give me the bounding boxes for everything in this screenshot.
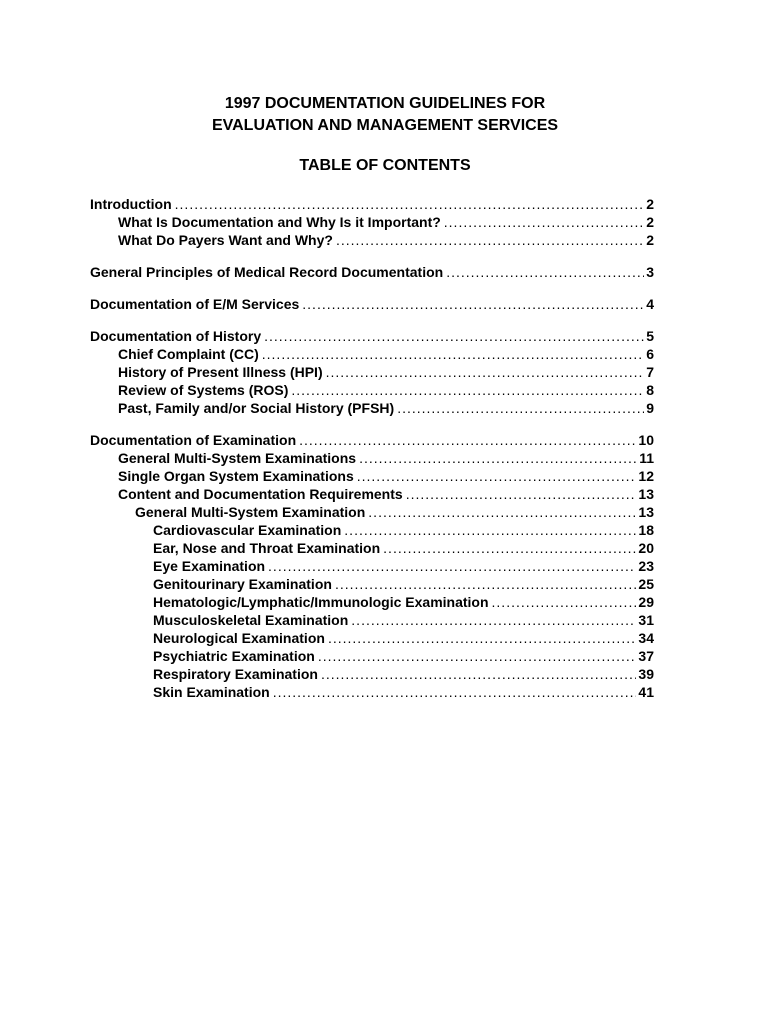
leader-dots — [368, 503, 636, 521]
leader-dots — [383, 539, 636, 557]
leader-dots — [406, 485, 637, 503]
toc-entry-page: 8 — [646, 382, 654, 398]
toc-entry-page: 9 — [646, 400, 654, 416]
toc-entry-content-documentation-requirements — [90, 485, 654, 503]
toc-entry-label: Past, Family and/or Social History (PFSH) — [118, 400, 395, 416]
leader-dots — [397, 399, 644, 417]
toc-entry-label: History of Present Illness (HPI) — [118, 364, 323, 380]
toc-entry-label: General Multi-System Examination — [135, 504, 366, 520]
toc-entry-hematologic — [90, 593, 654, 611]
toc-entry-general-multi-system-examination — [90, 503, 654, 521]
toc-entry-label: What Do Payers Want and Why? — [118, 232, 333, 248]
leader-dots — [268, 557, 636, 575]
toc-entry-label: Hematologic/Lymphatic/Immunologic Examination — [153, 594, 489, 610]
leader-dots — [299, 431, 636, 449]
toc-entry-page: 4 — [646, 296, 654, 312]
toc-entry-label: Skin Examination — [153, 684, 270, 700]
leader-dots — [336, 231, 644, 249]
toc-entry-page: 12 — [638, 468, 654, 484]
leader-dots — [446, 263, 644, 281]
leader-dots — [291, 381, 644, 399]
document-title-line-2: EVALUATION AND MANAGEMENT SERVICES — [211, 117, 559, 134]
toc-entry-page: 31 — [638, 612, 654, 628]
toc-entry-page: 10 — [638, 432, 654, 448]
toc-entry-label: Single Organ System Examinations — [118, 468, 354, 484]
leader-dots — [335, 575, 636, 593]
toc-entry-musculoskeletal — [90, 611, 654, 629]
leader-dots — [175, 195, 645, 213]
toc-entry-page: 5 — [646, 328, 654, 344]
toc-entry-introduction — [90, 195, 654, 213]
toc-entry-ros — [90, 381, 654, 399]
document-title-line-1: 1997 DOCUMENTATION GUIDELINES FOR — [224, 95, 546, 112]
leader-dots — [328, 629, 636, 647]
toc-entry-cardiovascular — [90, 521, 654, 539]
toc-entry-page: 13 — [638, 486, 654, 502]
toc-entry-label: Genitourinary Examination — [153, 576, 332, 592]
toc-entry-label: Introduction — [90, 196, 172, 212]
toc-entry-page: 37 — [638, 648, 654, 664]
toc-heading: TABLE OF CONTENTS — [299, 157, 471, 174]
toc-entry-label: Psychiatric Examination — [153, 648, 315, 664]
toc-entry-label: Review of Systems (ROS) — [118, 382, 289, 398]
toc-entry-documentation-history — [90, 327, 654, 345]
toc-entry-label: Chief Complaint (CC) — [118, 346, 259, 362]
toc-entry-what-is-documentation — [90, 213, 654, 231]
toc-entry-page: 20 — [638, 540, 654, 556]
toc-entry-page: 2 — [646, 232, 654, 248]
toc-entry-label: Eye Examination — [153, 558, 266, 574]
toc-entry-label: Ear, Nose and Throat Examination — [153, 540, 381, 556]
toc-entry-general-principles — [90, 263, 654, 281]
toc-entry-label: Musculoskeletal Examination — [153, 612, 349, 628]
toc-entry-label: General Principles of Medical Record Documentation — [90, 264, 444, 280]
leader-dots — [262, 345, 644, 363]
toc-entry-documentation-em-services — [90, 295, 654, 313]
leader-dots — [326, 363, 645, 381]
toc-entry-page: 6 — [646, 346, 654, 362]
toc-entry-label: Documentation of Examination — [90, 432, 297, 448]
toc-entry-genitourinary — [90, 575, 654, 593]
leader-dots — [264, 327, 644, 345]
leader-dots — [321, 665, 636, 683]
toc-entry-general-multi-system-examinations — [90, 449, 654, 467]
toc-entry-pfsh — [90, 399, 654, 417]
leader-dots — [359, 449, 637, 467]
toc-entry-label: Content and Documentation Requirements — [118, 486, 403, 502]
leader-dots — [444, 213, 644, 231]
toc-entry-page: 18 — [638, 522, 654, 538]
leader-dots — [273, 683, 637, 701]
toc-entry-label: Documentation of History — [90, 328, 262, 344]
toc-entry-psychiatric — [90, 647, 654, 665]
table-of-contents — [90, 195, 654, 701]
toc-entry-single-organ-system-examinations — [90, 467, 654, 485]
toc-entry-page: 39 — [638, 666, 654, 682]
toc-entry-hpi — [90, 363, 654, 381]
toc-entry-page: 7 — [646, 364, 654, 380]
toc-entry-skin — [90, 683, 654, 701]
leader-dots — [318, 647, 637, 665]
leader-dots — [302, 295, 644, 313]
toc-entry-documentation-examination — [90, 431, 654, 449]
toc-entry-page: 34 — [638, 630, 654, 646]
leader-dots — [357, 467, 637, 485]
toc-entry-label: Neurological Examination — [153, 630, 325, 646]
toc-entry-page: 13 — [638, 504, 654, 520]
toc-entry-page: 11 — [639, 450, 654, 466]
toc-entry-page: 2 — [646, 214, 654, 230]
leader-dots — [344, 521, 636, 539]
toc-entry-page: 3 — [646, 264, 654, 280]
leader-dots — [351, 611, 636, 629]
toc-entry-label: Respiratory Examination — [153, 666, 318, 682]
toc-entry-what-do-payers-want — [90, 231, 654, 249]
toc-entry-chief-complaint — [90, 345, 654, 363]
toc-entry-ent — [90, 539, 654, 557]
toc-entry-eye — [90, 557, 654, 575]
toc-entry-neurological — [90, 629, 654, 647]
toc-entry-page: 25 — [638, 576, 654, 592]
toc-entry-label: Documentation of E/M Services — [90, 296, 300, 312]
toc-entry-label: Cardiovascular Examination — [153, 522, 342, 538]
toc-entry-page: 29 — [638, 594, 654, 610]
toc-entry-page: 41 — [638, 684, 654, 700]
leader-dots — [492, 593, 637, 611]
toc-entry-label: What Is Documentation and Why Is it Important? — [118, 214, 441, 230]
toc-entry-page: 23 — [638, 558, 654, 574]
toc-entry-respiratory — [90, 665, 654, 683]
toc-entry-page: 2 — [646, 196, 654, 212]
toc-entry-label: General Multi-System Examinations — [118, 450, 357, 466]
